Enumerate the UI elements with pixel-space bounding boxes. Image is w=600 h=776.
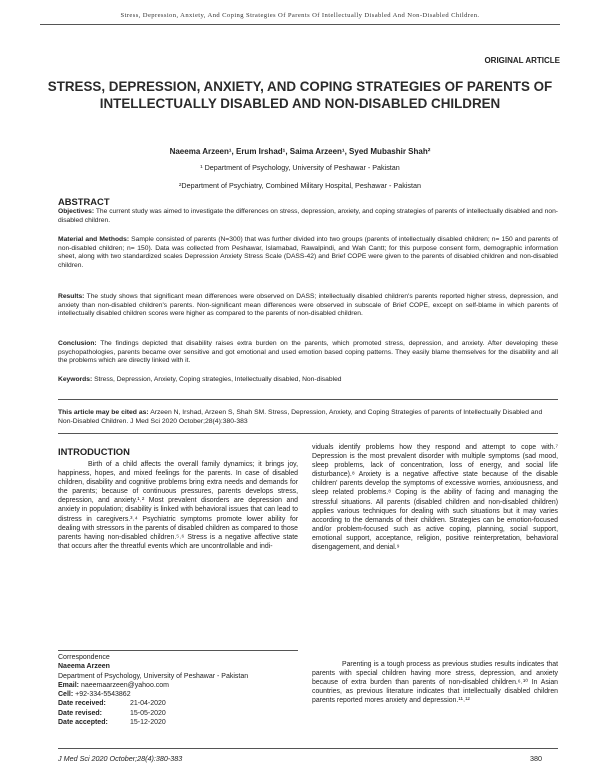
objectives-text: The current study was aimed to investigate the differences on stress, depression, anxiety, and coping strategies of parents of intellectually disabled and non-disabled children. bbox=[58, 208, 559, 224]
cell-value: +92-334-5543862 bbox=[75, 691, 131, 699]
keywords-label: Keywords: bbox=[58, 376, 93, 383]
abstract-results bbox=[58, 293, 558, 319]
correspondence-cell bbox=[58, 690, 298, 699]
affiliation-1: ¹ Department of Psychology, University of Peshawar - Pakistan bbox=[200, 163, 400, 172]
abstract-keywords bbox=[58, 376, 558, 385]
keywords-text: Stress, Depression, Anxiety, Coping strategies, Intellectually disabled, Non-disabled bbox=[94, 376, 342, 383]
email-value[interactable]: naeemaarzeen@yahoo.com bbox=[80, 681, 170, 689]
citation-bottom-rule bbox=[58, 433, 558, 434]
article-title: STRESS, DEPRESSION, ANXIETY, AND COPING STRATEGIES OF PARENTS OF INTELLECTUALLY DISABLED AND NON-DISABLED CHILDREN bbox=[47, 79, 553, 111]
objectives-label: Objectives: bbox=[58, 208, 95, 215]
date-revised-label: Date revised: bbox=[58, 709, 102, 717]
date-revised-value: 15-05-2020 bbox=[130, 709, 166, 717]
date-accepted-row bbox=[58, 718, 298, 727]
abstract-objectives bbox=[58, 208, 558, 225]
correspondence-rule bbox=[58, 650, 298, 651]
date-accepted-value: 15-12-2020 bbox=[130, 719, 166, 727]
conclusion-label: Conclusion: bbox=[58, 340, 97, 347]
intro-left-paragraph: Birth of a child affects the overall family dynamics; it brings joy, happiness, hopes, and mixed feelings for the parents. In case of disabled children, disability and cognitive problems bring extra needs and demands for the parents; because of continuous pressures, parents develops stress, depression, and anxiety.¹˒² Most prevalent disorders are depression and anxiety in population; disability is linked with behavioral issues that can lead to distress in caregivers.³˒⁴ Psychiatric symptoms promote lower ability for dealing with stressors in the parents of disabled children as compared to those parents having non-disabled children.⁵˒⁶ Stress is a negative affective state that occurs after the threatful events which are uncontrollable and indi- bbox=[58, 461, 298, 550]
correspondence-department: Department of Psychology, University of Peshawar - Pakistan bbox=[58, 672, 249, 680]
email-label: Email: bbox=[58, 681, 80, 689]
introduction-heading: INTRODUCTION bbox=[58, 446, 130, 457]
citation-text: Arzeen N, Irshad, Arzeen S, Shah SM. Stress, Depression, Anxiety, and Coping Strategies of parents of Intellectually Disabled and Non-Disabled Children. J Med Sci 2020 October;28(4):380-383 bbox=[58, 409, 543, 425]
results-text: The study shows that significant mean differences were observed on DASS; intellectually disabled children's parents reported higher stress, depression, and anxiety than non-disabled children's parents. Non-significant mean differences were observed in subscale of Brief COPE, except on self-blame in which parents of intellectually disabled children scores were higher as compared to the parents of non-disabled children. bbox=[58, 293, 558, 318]
footer-rule bbox=[58, 748, 558, 749]
correspondence-heading: Correspondence bbox=[58, 654, 110, 661]
correspondence-name: Naeema Arzeen bbox=[58, 663, 110, 671]
date-revised-row bbox=[58, 709, 298, 718]
abstract-conclusion bbox=[58, 340, 558, 366]
intro-right-paragraph-2: Parenting is a tough process as previous studies results indicates that parents with special children having more stress, depression, and anxiety because of extra burden than parents of non-disabled children.⁶˒¹⁰ In Asian countries, as previous literature indicates that intellectually disabled children parents reported mores anxiety and depression.¹¹˒¹² bbox=[312, 661, 558, 705]
correspondence-email bbox=[58, 681, 298, 690]
citation-label: This article may be cited as: bbox=[58, 409, 149, 416]
date-received-label: Date received: bbox=[58, 700, 106, 708]
methods-text: Sample consisted of parents (N=300) that was further divided into two groups (parents of intellectually disabled children; n= 150 and parents of non-disabled children; n= 150). Data was collected from Peshawar, Islamabad, Rawalpindi, and Wah Cantt; for this purpose consent form, demographic information sheet, along with two standardized scales Depression Anxiety Stress Scale (DASS-42) and Brief COPE were given to the parents of disabled children and non-disabled children. bbox=[58, 236, 558, 269]
abstract-methods bbox=[58, 236, 558, 270]
methods-label: Material and Methods: bbox=[58, 236, 130, 243]
affiliation-2: ²Department of Psychiatry, Combined Military Hospital, Peshawar - Pakistan bbox=[179, 181, 421, 190]
date-accepted-label: Date accepted: bbox=[58, 719, 108, 727]
citation-top-rule bbox=[58, 399, 558, 400]
conclusion-text: The findings depicted that disability raises extra burden on the parents, which promoted stress, depression, and anxiety. After developing these psychopathologies, parents became over sensitive and got emotional and used emotion based coping patterns. They easily blame themselves for the disability and all the problems which are directly linked with it. bbox=[58, 340, 558, 365]
date-received-value: 21-04-2020 bbox=[130, 700, 166, 708]
footer-page-number: 380 bbox=[530, 754, 542, 763]
author-list: Naeema Arzeen¹, Erum Irshad¹, Saima Arzeen¹, Syed Mubashir Shah² bbox=[169, 147, 431, 156]
date-received-row bbox=[58, 699, 298, 708]
article-type: ORIGINAL ARTICLE bbox=[484, 56, 560, 65]
citation-box bbox=[58, 408, 558, 426]
running-head: Stress, Depression, Anxiety, And Coping Strategies Of Parents Of Intellectually Disabled And Non-Disabled Children. bbox=[120, 12, 480, 19]
abstract-heading: ABSTRACT bbox=[58, 196, 110, 207]
footer-journal: J Med Sci 2020 October;28(4):380-383 bbox=[58, 754, 183, 763]
header-rule bbox=[40, 24, 560, 25]
results-label: Results: bbox=[58, 293, 85, 300]
intro-right-paragraph-1: viduals identify problems how they respond and attempt to cope with.⁷ Depression is the most prevalent disorder with multiple symptoms (sad mood, sleep problems, lack of concentration, loss of energy, and social life disturbance).⁸ Anxiety is a negative affective state because of the disable children' parents develop the symptoms of excessive worries, anxiousness, and sleep related problems.⁸ Coping is the ability of facing and managing the stressful situations. All parents (disabled children and non-disabled children) applies various techniques for dealing with such situations but it may varies according to the demands of their children. Strategies can be emotion-focused and/or problem-focused such as active coping, planning, social support, emotional support, acceptance, religion, positive reinterpretation, behavioral disengagement, and denial.⁹ bbox=[312, 444, 558, 552]
correspondence-block bbox=[58, 653, 298, 727]
cell-label: Cell: bbox=[58, 691, 74, 699]
